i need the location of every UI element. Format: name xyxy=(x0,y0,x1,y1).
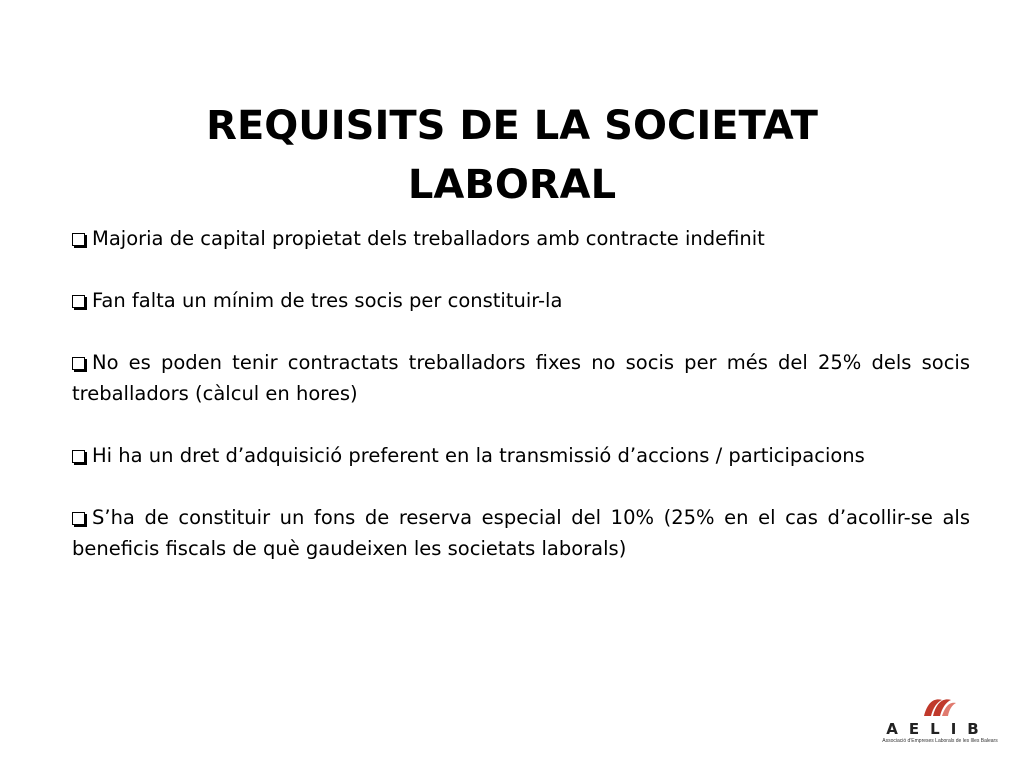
checkbox-square-icon xyxy=(72,295,85,308)
list-item xyxy=(72,347,970,409)
slide-title-line-2: LABORAL xyxy=(407,161,617,208)
list-item-text: No es poden tenir contractats treballadors fixes no socis per més del 25% dels socis treballadors (càlcul en hores) xyxy=(72,351,970,405)
slide-title-line-1: REQUISITS DE LA SOCIETAT xyxy=(206,102,818,149)
list-item-text: S’ha de constituir un fons de reserva especial del 10% (25% en el cas d’acollir-se als beneficis fiscals de què gaudeixen les societats laborals) xyxy=(72,506,970,560)
list-item xyxy=(72,502,970,564)
list-item xyxy=(72,223,970,254)
slide-title xyxy=(0,97,1024,215)
list-item-text: Majoria de capital propietat dels treballadors amb contracte indefinit xyxy=(92,227,765,250)
logo-mark-icon xyxy=(918,696,958,718)
list-item-text: Hi ha un dret d’adquisició preferent en la transmissió d’accions / participacions xyxy=(92,444,865,467)
requirements-list xyxy=(72,223,970,564)
checkbox-square-icon xyxy=(72,357,85,370)
logo-wordmark: AELIB xyxy=(886,720,990,738)
aelib-logo xyxy=(878,696,998,752)
checkbox-square-icon xyxy=(72,233,85,246)
logo-subtitle: Associació d'Empreses Laborals de les Illes Balears xyxy=(882,738,998,744)
checkbox-square-icon xyxy=(72,512,85,525)
checkbox-square-icon xyxy=(72,450,85,463)
list-item xyxy=(72,440,970,471)
list-item xyxy=(72,285,970,316)
list-item-text: Fan falta un mínim de tres socis per constituir-la xyxy=(92,289,563,312)
